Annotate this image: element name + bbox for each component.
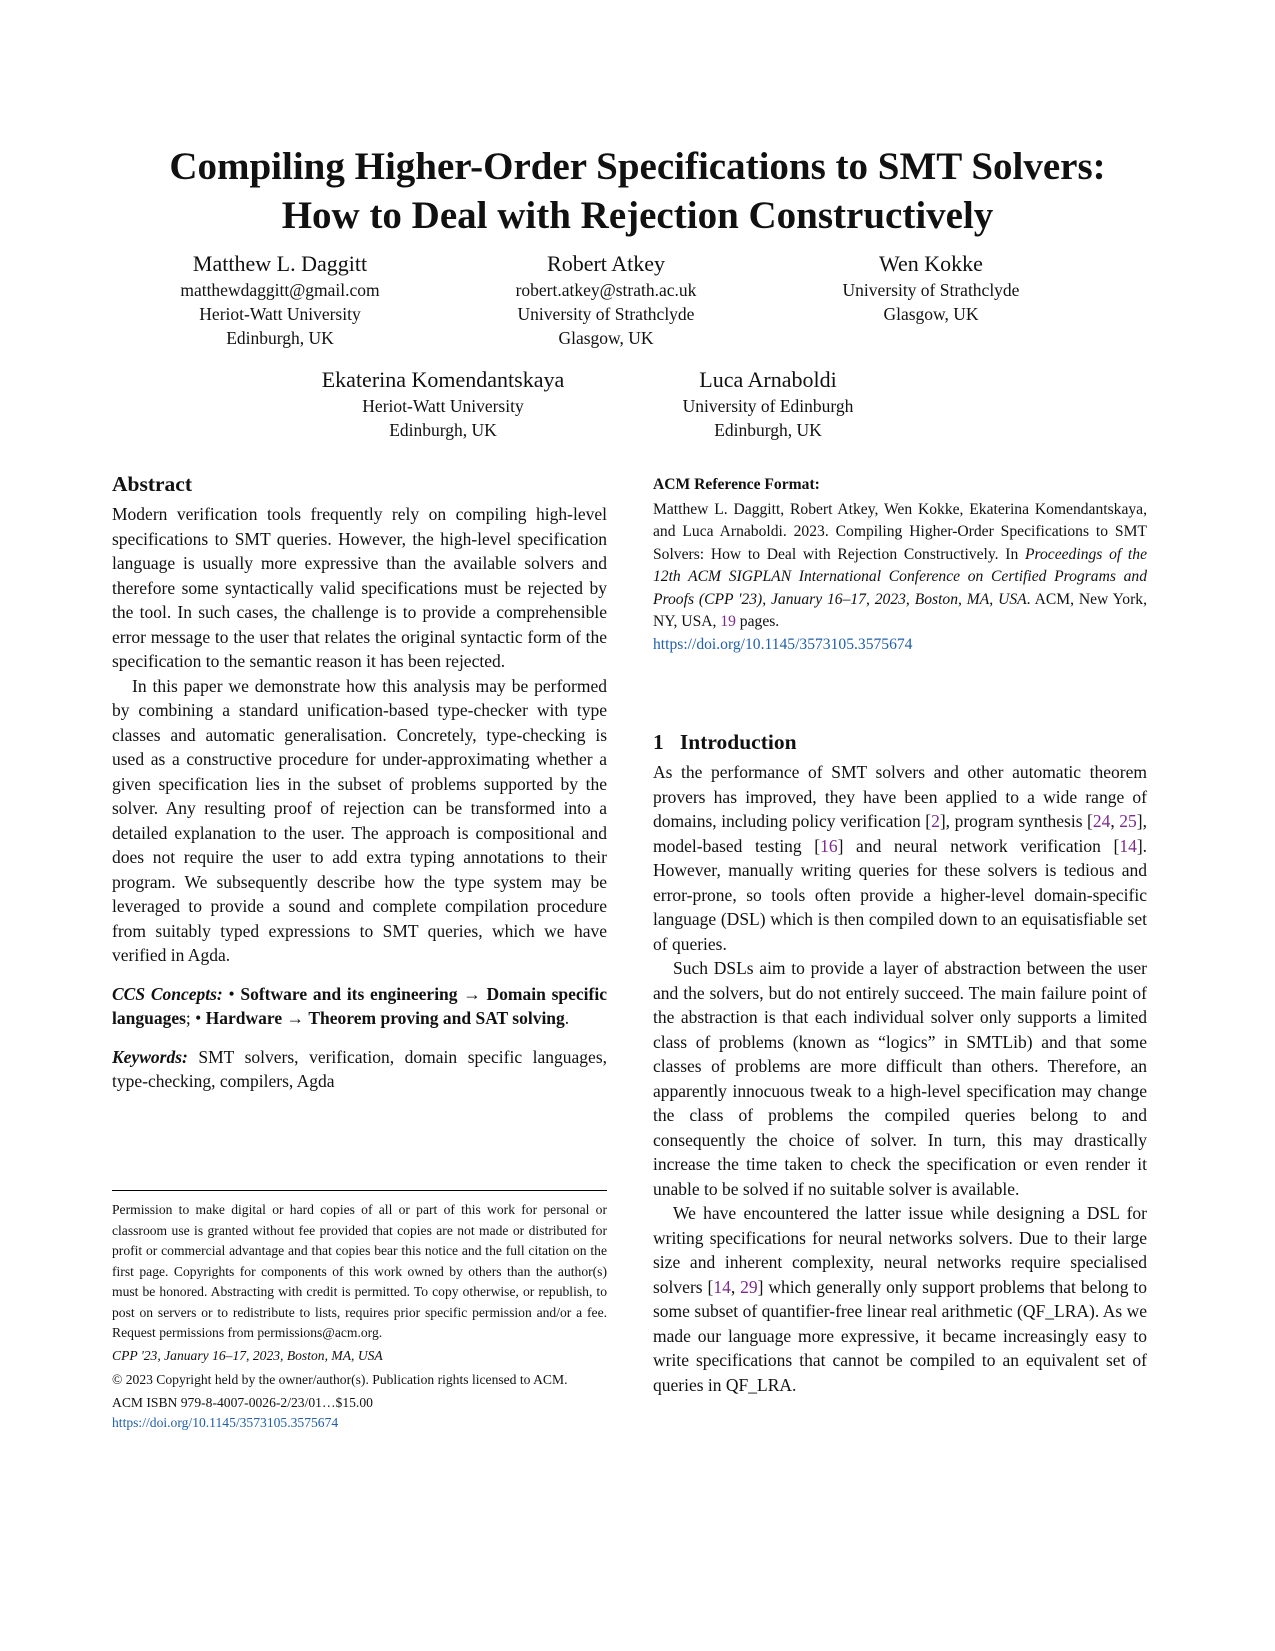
acm-reference-publisher: . ACM, New York, NY, USA, [653, 590, 1147, 630]
author-location: Edinburgh, UK [226, 328, 334, 348]
author-block-3 [781, 250, 1081, 326]
acm-reference-heading: ACM Reference Format: [653, 476, 820, 493]
footnote-block [112, 1200, 607, 1434]
acm-reference [653, 474, 1147, 656]
intro-text: , [1110, 811, 1120, 831]
author-affiliation: Heriot-Watt University [362, 396, 524, 416]
abstract-paragraph-1: Modern verification tools frequently rely on compiling high-level specifications to SMT queries. However, the high-level specification language is usually more expressive than the available solvers and therefore some syntactically valid specifications must be rejected by the tool. In such cases, the challenge is to provide a comprehensible error message to the user that relates the original syntactic form of the specification to the semantic reason it has been rejected. [112, 504, 607, 671]
author-affiliation: University of Strathclyde [517, 304, 695, 324]
author-email: matthewdaggitt@gmail.com [180, 280, 380, 300]
left-column [112, 470, 607, 1094]
ccs-item-2-sub: Theorem proving and SAT solving [308, 1008, 565, 1028]
acm-reference-proceedings: Proceedings of the 12th ACM SIGPLAN International Conference on Certified Programs and Proofs (CPP '23), January 16–17, 2023, Boston, MA, USA [653, 545, 1147, 608]
author-location: Edinburgh, UK [714, 420, 822, 440]
introduction-paragraph-1 [653, 760, 1147, 956]
abstract-heading: Abstract [112, 472, 193, 496]
intro-text: ]. However, manually writing queries for these solvers is tedious and error-prone, so tools often provide a higher-level domain-specific language (DSL) which is then compiled down to an equisatisfiable set of queries. [653, 835, 1148, 954]
title-line-1: Compiling Higher-Order Specifications to SMT Solvers: [169, 145, 1106, 188]
introduction-paragraph-2: Such DSLs aim to provide a layer of abstraction between the user and the solvers, but do not entirely succeed. The main failure point of the abstraction is that each individual solver only supports a limited class of problems (known as “logics” in SMTLib) and that some classes of problems are more difficult than others. Therefore, an apparently innocuous tweak to a high-level specification may change the class of problems the compiled queries belong to and consequently the choice of solver. In turn, this may drastically increase the time taken to check the specification or even render it unable to be solved if no suitable solver is available. [653, 958, 1147, 1199]
intro-text: ], program synthesis [ [939, 811, 1093, 831]
keywords-text: SMT solvers, verification, domain specific languages, type-checking, compilers, Agda [112, 1046, 608, 1091]
ccs-concepts: CCS Concepts: • Software and its engineering → Domain specific languages; • Hardware → Theorem proving and SAT solving. [112, 983, 607, 1028]
ccs-item-1-sub: Domain specific languages [112, 983, 607, 1028]
permission-notice: Permission to make digital or hard copies of all or part of this work for personal or classroom use is granted without fee provided that copies are not made or distributed for profit or commercial advantage and that copies bear this notice and the full citation on the first page. Copyrights for components of this work owned by others than the author(s) must be honored. Abstracting with credit is permitted. To copy otherwise, or republish, to post on servers or to redistribute to lists, requires prior specific permission and/or a fee. Request permissions from permissions@acm.org. [112, 1202, 607, 1340]
author-affiliation: University of Strathclyde [842, 280, 1020, 300]
intro-text: We have encountered the latter issue while designing a DSL for writing specifications for neural networks solvers. Due to their large size and inherent complexity, neural networks require specialised solvers [ [653, 1203, 1147, 1297]
title-line-2: How to Deal with Rejection Constructively [281, 194, 994, 237]
author-name: Ekaterina Komendantskaya [321, 367, 565, 392]
abstract-paragraph-2: In this paper we demonstrate how this analysis may be performed by combining a standard unification-based type-checker with type classes and automatic generalisation. Concretely, type-checking is used as a constructive procedure for under-approximating whether a given specification lies in the subset of problems supported by the solver. Any resulting proof of rejection can be transformed into a detailed explanation to the user. The approach is compositional and does not require the user to add extra typing annotations to their program. We subsequently describe how the type system may be leveraged to provide a sound and complete compilation procedure from suitably typed expressions to SMT queries, which we have verified in Agda. [112, 675, 607, 965]
page-count-link[interactable]: 19 [720, 613, 736, 630]
introduction-paragraph-3 [653, 1201, 1147, 1397]
author-location: Glasgow, UK [883, 304, 979, 324]
acm-reference-authors: Matthew L. Daggitt, Robert Atkey, Wen Kokke, Ekaterina Komendantskaya, and Luca Arnaboldi. 2023. Compiling Higher-Order Specifications to SMT Solvers: How to Deal with Rejection Constructively. In [653, 500, 1147, 563]
introduction-heading: 1 Introduction [653, 730, 797, 754]
intro-text: As the performance of SMT solvers and other automatic theorem provers has improved, they have been applied to a wide range of domains, including policy verification [ [653, 762, 1147, 831]
isbn: ACM ISBN 979-8-4007-0026-2/23/01…$15.00 [112, 1394, 373, 1410]
citation-link[interactable]: 16 [820, 835, 838, 856]
acm-reference-pages-suffix: pages. [735, 613, 780, 630]
ccs-item-2: Hardware [205, 1008, 283, 1028]
citation-link[interactable]: 2 [931, 811, 940, 831]
ccs-item-1: Software and its engineering [240, 983, 458, 1004]
citation-link[interactable]: 24 [1092, 811, 1111, 831]
intro-text: , [730, 1276, 741, 1297]
citation-link[interactable]: 25 [1119, 811, 1137, 831]
author-affiliation: Heriot-Watt University [199, 304, 361, 324]
citation-link[interactable]: 14 [713, 1276, 731, 1297]
acm-reference-doi-link[interactable]: https://doi.org/10.1145/3573105.3575674 [653, 635, 913, 653]
introduction-section [653, 728, 1147, 1397]
author-location: Edinburgh, UK [389, 420, 497, 440]
paper-title [0, 142, 1275, 240]
citation-link[interactable]: 29 [740, 1276, 758, 1297]
keywords [112, 1045, 607, 1094]
conference-venue: CPP '23, January 16–17, 2023, Boston, MA, USA [112, 1347, 383, 1363]
intro-text: ], model-based testing [ [653, 811, 1147, 856]
doi-link[interactable]: https://doi.org/10.1145/3573105.3575674 [112, 1415, 339, 1430]
citation-link[interactable]: 14 [1119, 835, 1137, 856]
intro-text: ] which generally only support problems that belong to some subset of quantifier-free linear real arithmetic (QF_LRA). As we made our language more expressive, it became increasingly easy to write specifications that cannot be compiled to an equivalent set of queries in QF_LRA. [653, 1276, 1148, 1395]
author-name: Robert Atkey [547, 251, 665, 276]
author-block-4 [293, 366, 593, 442]
footnote-rule [112, 1190, 607, 1191]
acm-reference-text [653, 499, 1147, 634]
author-block-1 [130, 250, 430, 350]
author-location: Glasgow, UK [558, 328, 654, 348]
keywords-label: Keywords: [112, 1046, 188, 1067]
author-email: robert.atkey@strath.ac.uk [515, 280, 697, 300]
ccs-label: CCS Concepts: [112, 983, 223, 1004]
author-block-2 [456, 250, 756, 350]
intro-text: ] and neural network verification [ [837, 835, 1120, 856]
author-name: Wen Kokke [879, 251, 983, 276]
author-affiliation: University of Edinburgh [682, 396, 854, 416]
copyright-notice: © 2023 Copyright held by the owner/author(s). Publication rights licensed to ACM. [112, 1372, 568, 1387]
author-block-5 [618, 366, 918, 442]
author-name: Matthew L. Daggitt [192, 251, 368, 276]
author-name: Luca Arnaboldi [699, 367, 837, 392]
